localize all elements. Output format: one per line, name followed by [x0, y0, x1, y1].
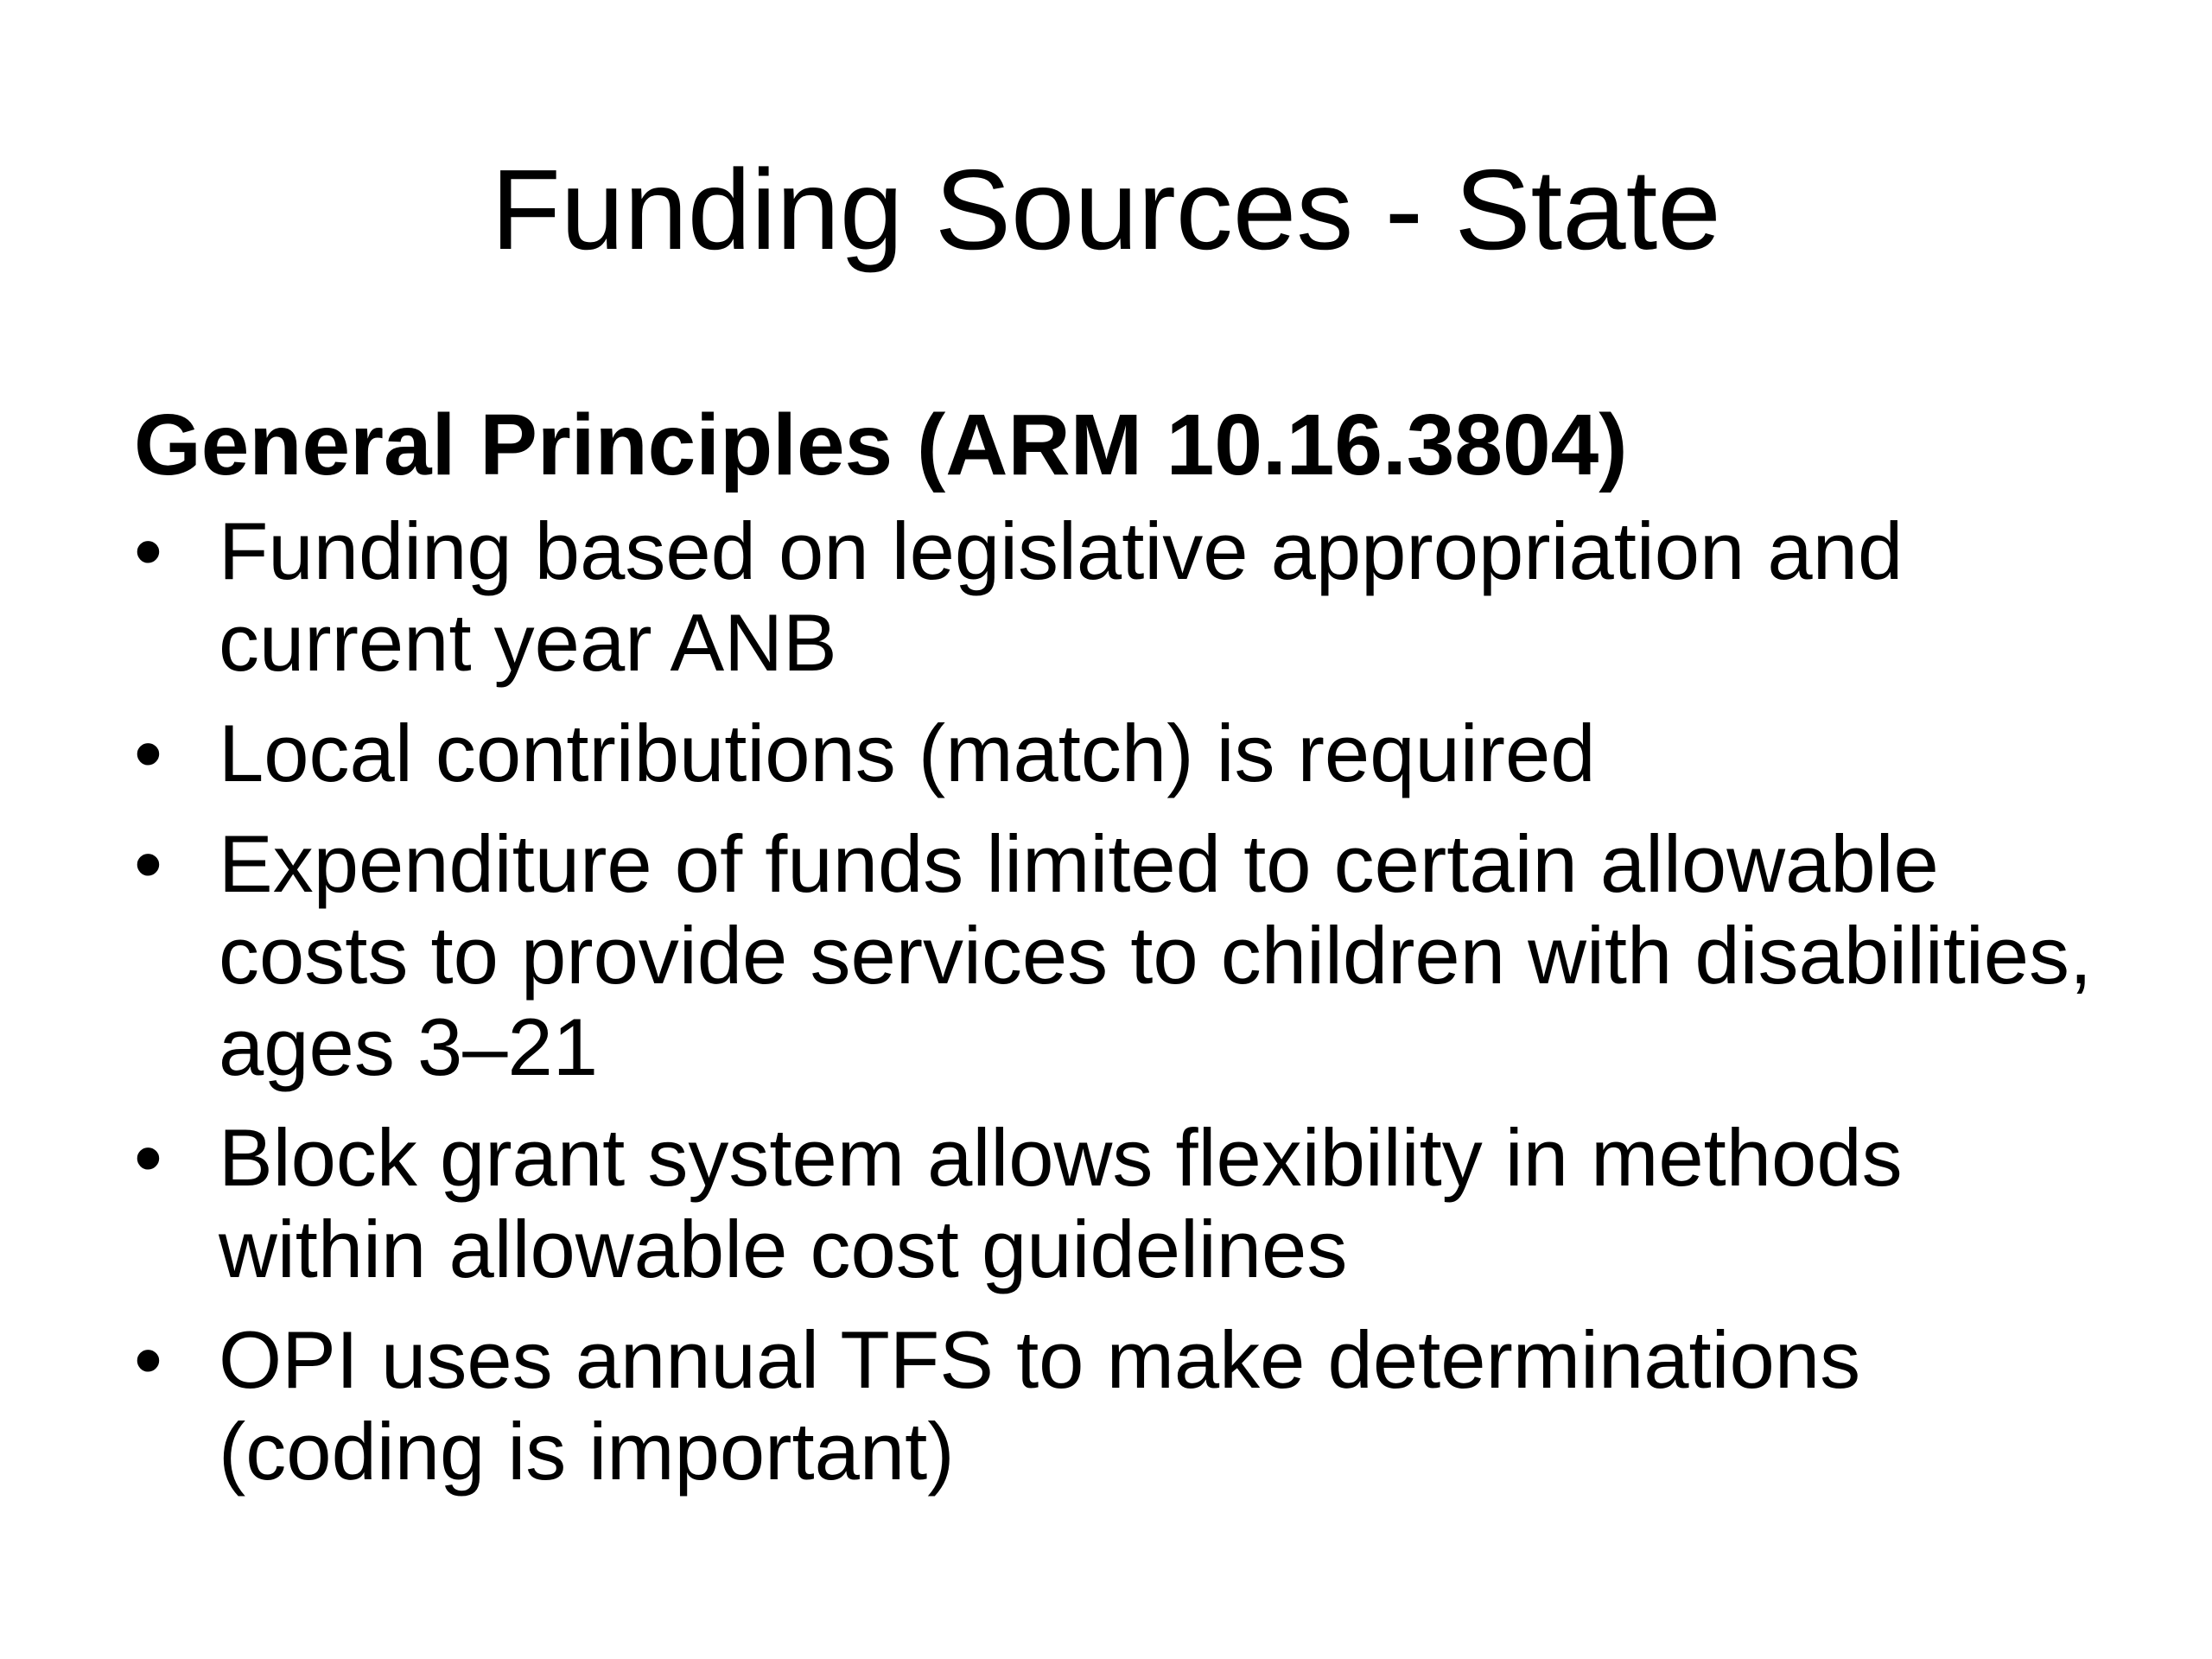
bullet-icon: •: [134, 1112, 162, 1203]
bullet-text: Local contributions (match) is required: [219, 708, 1596, 798]
bullet-text: Expenditure of funds limited to certain allowable costs to provide services to children with disabilities, ages 3–21: [219, 818, 2093, 1092]
bullet-item: [134, 818, 2121, 1093]
bullet-item: [134, 708, 2121, 799]
bullet-item: [134, 1112, 2121, 1295]
bullet-list: [134, 505, 2121, 1497]
slide-title: Funding Sources - State: [491, 146, 1721, 273]
bullet-text: Funding based on legislative appropriation and current year ANB: [219, 505, 1904, 688]
slide-content: [134, 393, 2121, 1516]
bullet-icon: •: [134, 505, 162, 596]
bullet-item: [134, 1314, 2121, 1497]
bullet-text: Block grant system allows flexibility in methods within allowable cost guidelines: [219, 1112, 1903, 1294]
bullet-icon: •: [134, 818, 162, 909]
bullet-item: [134, 505, 2121, 689]
bullet-icon: •: [134, 1314, 162, 1405]
bullet-icon: •: [134, 708, 162, 798]
bullet-text: OPI uses annual TFS to make determinations (coding is important): [219, 1314, 1861, 1497]
section-heading: General Principles (ARM 10.16.3804): [134, 397, 1628, 493]
